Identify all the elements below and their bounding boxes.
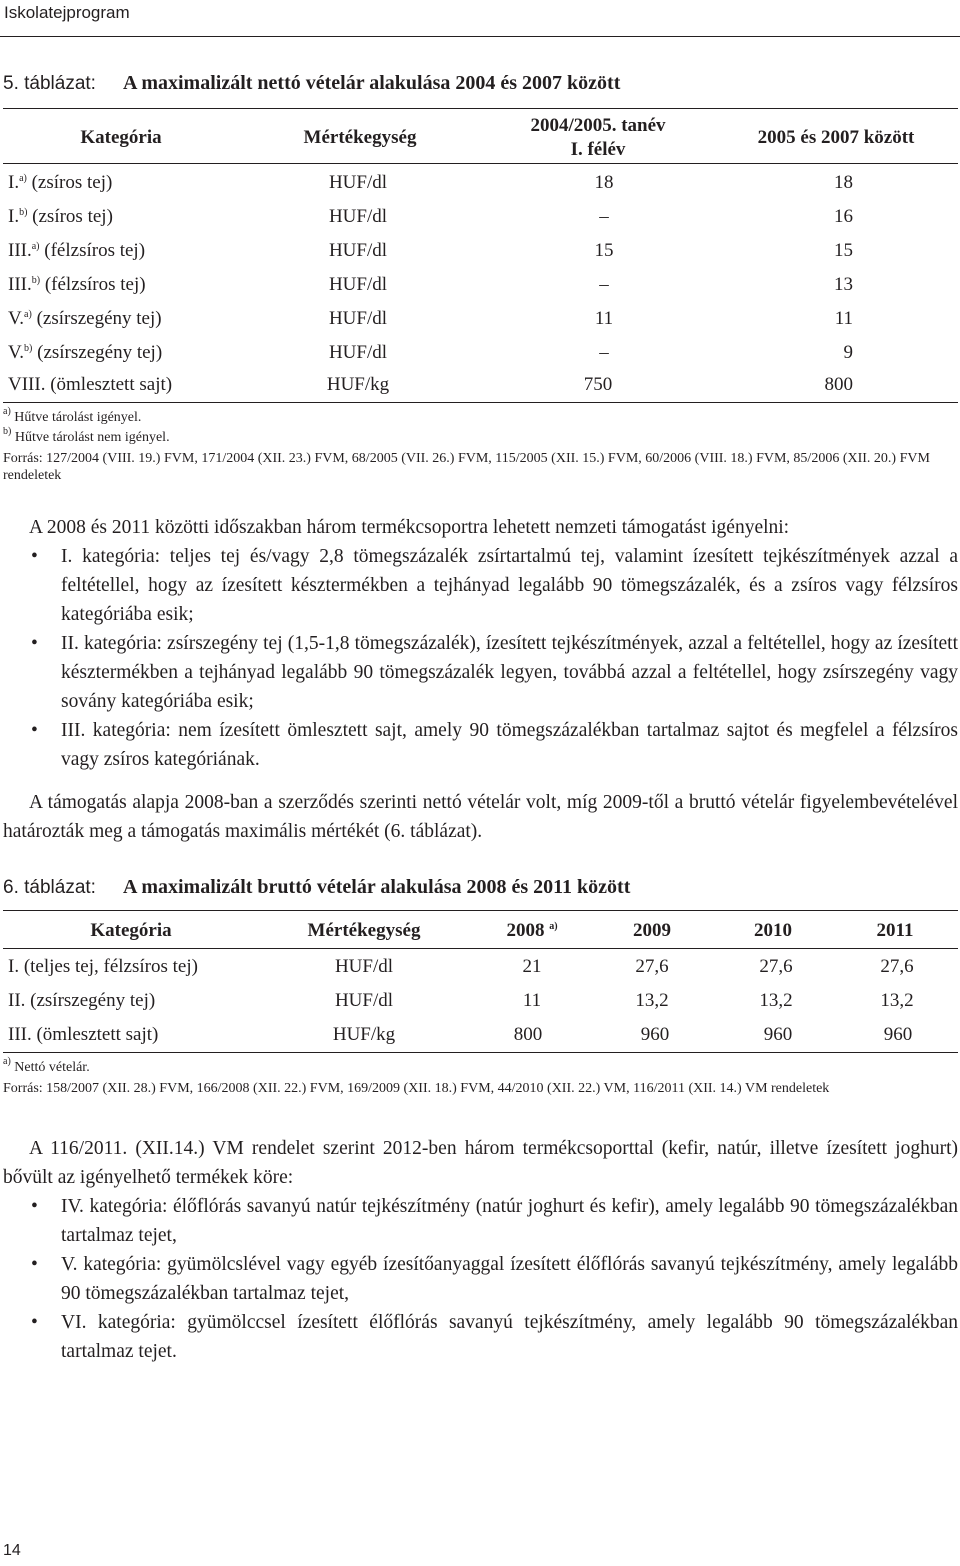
table5-cell-v1: –: [599, 274, 609, 295]
table6-header-unit: Mértékegység: [307, 920, 421, 941]
section1-bullet-list: [3, 542, 958, 774]
table6-cell-2008: 21: [522, 956, 542, 977]
bullet-icon: •: [31, 1254, 38, 1275]
table6-cell-unit: HUF/kg: [332, 1024, 396, 1045]
section1-paragraph: A támogatás alapja 2008-ban a szerződés szerinti nettó vételár volt, míg 2009-től a bruttó vételár figyelembevételével határozták meg a támogatás maximális mértékét (6. táblázat).: [3, 792, 958, 842]
table5-cell-unit: HUF/dl: [328, 274, 388, 295]
table6-cell-2011: 27,6: [880, 956, 914, 977]
bullet-icon: •: [31, 633, 38, 654]
table6-header-rule: [3, 948, 958, 949]
table5-cell-category: III.$^{a)}$ (félzsíros tej): [8, 240, 146, 261]
list-item: • III. kategória: nem ízesített ömlesztett sajt, amely 90 tömegszázalékban tartalmaz sajtot és megfelel a félzsíros vagy zsíros kategóriának.: [3, 716, 958, 774]
table5-cell-v1: 750: [583, 374, 613, 395]
table6-cell-2008: 800: [513, 1024, 543, 1045]
table5-header-rule: [3, 163, 958, 164]
table5-cell-v2: 9: [843, 342, 853, 363]
table6-cell-category: II. (zsírszegény tej): [8, 990, 156, 1011]
table5-cell-unit: HUF/dl: [328, 342, 388, 363]
table6-bottom-rule: [3, 1052, 958, 1053]
table5-cell-category: V.$^{b)}$ (zsírszegény tej): [8, 342, 163, 363]
table5-title: A maximalizált nettó vételár alakulása 2004 és 2007 között: [123, 72, 621, 94]
table6-header-category: Kategória: [90, 920, 172, 941]
table5-header-col1-line1: 2004/2005. tanév: [530, 115, 666, 136]
table6-header-2010: 2010: [754, 920, 792, 941]
table6-cell-category: I. (teljes tej, félzsíros tej): [8, 956, 198, 977]
table5-cell-unit: HUF/kg: [326, 374, 390, 395]
table5-cell-unit: HUF/dl: [328, 308, 388, 329]
table6-cell-2010: 960: [763, 1024, 793, 1045]
table5-caption: [3, 72, 620, 95]
table5-cell-v2: 18: [834, 172, 853, 193]
table5-header-col2: 2005 és 2007 között: [757, 127, 915, 148]
table5-cell-category: III.$^{b)}$ (félzsíros tej): [8, 274, 146, 295]
table5-cell-v1: –: [599, 206, 609, 227]
table5-cell-category: I.$^{a)}$ (zsíros tej): [8, 172, 113, 193]
table6-cell-2010: 13,2: [759, 990, 793, 1011]
table6-source: Forrás: 158/2007 (XII. 28.) FVM, 166/2008 (XII. 22.) FVM, 169/2009 (XII. 18.) FVM, 44/2010 (XII. 22.) VM, 116/2011 (XII. 14.) VM rendeletek: [3, 1081, 830, 1096]
table5-note-b: $^{b)}$ Hűtve tárolást nem igényel.: [3, 426, 170, 445]
table5-top-rule: [3, 108, 958, 109]
table6-top-rule: [3, 910, 958, 911]
table6-cell-2009: 27,6: [635, 956, 669, 977]
table6-cell-2010: 27,6: [759, 956, 793, 977]
table6-note-a: $^{a)}$ Nettó vételár.: [3, 1056, 90, 1075]
table5-source: Forrás: 127/2004 (VIII. 19.) FVM, 171/2004 (XII. 23.) FVM, 68/2005 (VII. 26.) FVM, 115/2005 (XII. 15.) FVM, 60/2006 (VIII. 18.) FVM, 85/2006 (XII. 20.) FVM rendeletek: [3, 451, 930, 483]
table5-cell-category: VIII. (ömlesztett sajt): [8, 374, 173, 395]
table6-number: 6. táblázat:: [3, 877, 96, 898]
table6-cell-2011: 960: [883, 1024, 913, 1045]
page-number: 14: [3, 1542, 21, 1559]
section2-intro: A 116/2011. (XII.14.) VM rendelet szerint 2012-ben három termékcsoporttal (kefir, natúr, illetve ízesített joghurt) bővült az igényelhető termékek köre:: [3, 1138, 958, 1188]
table5-cell-v1: 15: [594, 240, 614, 261]
table6-cell-2008: 11: [522, 990, 542, 1011]
table6-cell-2009: 960: [640, 1024, 670, 1045]
list-item: • V. kategória: gyümölcslével vagy egyéb ízesítőanyaggal ízesített élőflórás savanyú tejkészítmény, amely legalább 90 tömegszázalékban tartalmaz tejet,: [3, 1250, 958, 1308]
table5-cell-v2: 800: [824, 374, 853, 395]
table5-cell-unit: HUF/dl: [328, 172, 388, 193]
section1-intro: A 2008 és 2011 közötti időszakban három termékcsoportra lehetett nemzeti támogatást igényelni:: [29, 517, 790, 538]
table6-cell-unit: HUF/dl: [334, 990, 394, 1011]
table6-cell-2009: 13,2: [635, 990, 669, 1011]
bullet-icon: •: [31, 546, 38, 567]
section2-bullet-list: [3, 1192, 958, 1366]
table5-cell-category: V.$^{a)}$ (zsírszegény tej): [8, 308, 162, 329]
list-item: • VI. kategória: gyümölccsel ízesített élőflórás savanyú tejkészítmény, amely legalább 90 tömegszázalékban tartalmaz tejet.: [3, 1308, 958, 1366]
running-title: Iskolatejprogram: [4, 3, 130, 22]
table6-cell-category: III. (ömlesztett sajt): [8, 1024, 159, 1045]
table5-cell-v1: 18: [594, 172, 614, 193]
table6-header-2009: 2009: [633, 920, 671, 941]
bullet-icon: •: [31, 720, 38, 741]
table5-cell-category: I.$^{b)}$ (zsíros tej): [8, 206, 113, 227]
table5-bottom-rule: [3, 402, 958, 403]
bullet-icon: •: [31, 1312, 38, 1333]
table5-header-unit: Mértékegység: [303, 127, 417, 148]
table5-cell-v2: 11: [834, 308, 853, 329]
table5-header-category: Kategória: [80, 127, 162, 148]
list-item: • II. kategória: zsírszegény tej (1,5-1,8 tömegszázalék), ízesített tejkészítmények, azzal a feltétellel, hogy az ízesített késztermékben a tejhányad legalább 90 tömegszázalék legyen, továbbá azzal a feltétellel, hogy zsírszegény vagy sovány kategóriába esik;: [3, 629, 958, 716]
table5-cell-v1: 11: [594, 308, 614, 329]
table6-caption: [3, 876, 630, 899]
table5-cell-v1: –: [599, 342, 609, 363]
list-item: • IV. kategória: élőflórás savanyú natúr tejkészítmény (natúr joghurt és kefir), amely legalább 90 tömegszázalékban tartalmaz tejet,: [3, 1192, 958, 1250]
table5-cell-v2: 15: [834, 240, 853, 261]
bullet-icon: •: [31, 1196, 38, 1217]
table5-header-col1-line2: I. félév: [570, 139, 626, 160]
table5-cell-v2: 16: [834, 206, 853, 227]
running-header: [0, 0, 960, 37]
table6-cell-unit: HUF/dl: [334, 956, 394, 977]
table5-note-a: $^{a)}$ Hűtve tárolást igényel.: [3, 406, 142, 425]
table5-cell-unit: HUF/dl: [328, 206, 388, 227]
list-item: • I. kategória: teljes tej és/vagy 2,8 tömegszázalék zsírtartalmú tej, valamint ízesített tejkészítmények azzal a feltétellel, hogy az ízesített késztermékben a tejhányad legalább 90 tömegszázalék, és a zsíros vagy félzsíros kategóriába esik;: [3, 542, 958, 629]
table6-header-2008: 2008 $^{a)}$: [506, 920, 558, 941]
table6-header-2011: 2011: [876, 920, 914, 941]
table5-cell-unit: HUF/dl: [328, 240, 388, 261]
table6-cell-2011: 13,2: [880, 990, 914, 1011]
table6-title: A maximalizált bruttó vételár alakulása 2008 és 2011 között: [123, 876, 631, 898]
table5-cell-v2: 13: [834, 274, 853, 295]
table5-number: 5. táblázat:: [3, 73, 96, 94]
